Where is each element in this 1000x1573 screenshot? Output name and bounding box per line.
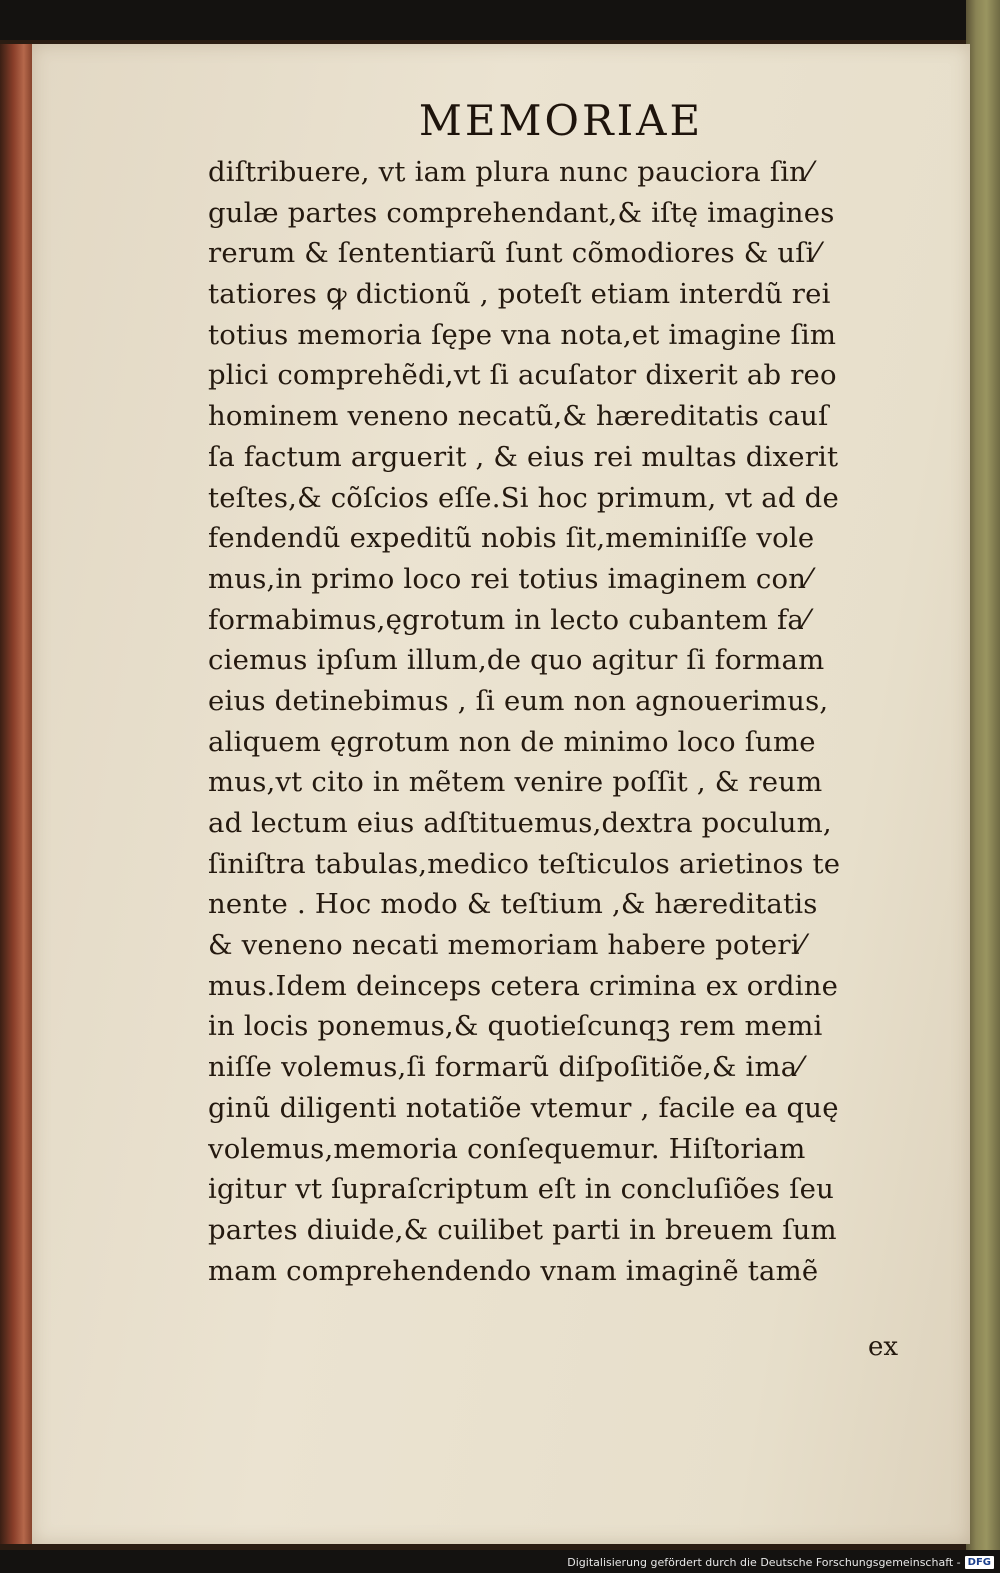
text-line: igitur vt ſupraſcriptum eſt in concluſiões ſeu bbox=[208, 1173, 835, 1206]
catchword: ex bbox=[868, 1332, 899, 1362]
text-line: mus,vt cito in mẽtem venire poſſit , & reum bbox=[208, 766, 823, 799]
text-line: ciemus ipſum illum,de quo agitur ſi formam bbox=[208, 644, 825, 677]
left-binding-edge bbox=[0, 44, 34, 1544]
credit-text: Digitalisierung gefördert durch die Deutsche Forschungsgemeinschaft - bbox=[567, 1556, 961, 1569]
text-line: ginũ diligenti notatiõe vtemur , facile ea quę bbox=[208, 1091, 839, 1124]
book-page bbox=[32, 44, 970, 1544]
text-line: formabimus,ęgrotum in lecto cubantem fa⁄ bbox=[208, 603, 809, 636]
running-head: MEMORIAE bbox=[418, 96, 704, 145]
text-line: nente . Hoc modo & teſtium ,& hæreditatis bbox=[208, 888, 818, 921]
text-line: mus.Idem deinceps cetera crimina ex ordine bbox=[208, 969, 839, 1002]
right-page-stack-edge bbox=[966, 0, 1000, 1550]
text-line: gulæ partes comprehendant,& iſtę imagines bbox=[208, 196, 835, 229]
text-line: ſiniſtra tabulas,medico teſticulos arietinos te bbox=[208, 847, 841, 880]
text-line: plici comprehẽdi,vt ſi acuſator dixerit ab reo bbox=[208, 359, 837, 392]
text-line: diſtribuere, vt iam plura nunc pauciora ſin⁄ bbox=[208, 156, 812, 188]
text-line: ſa factum arguerit , & eius rei multas dixerit bbox=[208, 440, 839, 473]
text-line: hominem veneno necatũ,& hæreditatis cauſ bbox=[208, 400, 829, 433]
text-line: mam comprehendendo vnam imaginẽ tamẽ bbox=[208, 1254, 819, 1287]
text-line: rerum & ſententiarũ ſunt cõmodiores & uſi⁄ bbox=[208, 237, 820, 270]
text-line: fendendũ expeditũ nobis ſit,meminiſſe vole bbox=[208, 522, 815, 555]
text-line: eius detinebimus , ſi eum non agnouerimus, bbox=[208, 684, 829, 717]
text-line: niſſe volemus,ſi formarũ diſpoſitiõe,& ima⁄ bbox=[208, 1051, 803, 1084]
text-line: volemus,memoria conſequemur. Hiſtoriam bbox=[208, 1132, 806, 1165]
text-line: aliquem ęgrotum non de minimo loco ſume bbox=[208, 725, 816, 758]
text-line: in locis ponemus,& quotieſcunqꝫ rem memi bbox=[208, 1010, 823, 1043]
text-line: ad lectum eius adſtituemus,dextra poculum, bbox=[208, 807, 832, 839]
text-line: & veneno necati memoriam habere poteri⁄ bbox=[208, 929, 805, 962]
dfg-logo: DFG bbox=[965, 1556, 994, 1569]
digitization-credit bbox=[567, 1556, 994, 1569]
body-text bbox=[208, 152, 908, 1291]
text-line: partes diuide,& cuilibet parti in breuem ſum bbox=[208, 1213, 837, 1246]
text-line: totius memoria ſępe vna nota,et imagine ſim bbox=[208, 318, 837, 351]
text-line: teſtes,& cõſcios eſſe.Si hoc primum, vt ad de bbox=[208, 481, 839, 514]
text-line: mus,in primo loco rei totius imaginem con⁄ bbox=[208, 562, 811, 595]
text-line: tatiores ꝙ dictionũ , poteſt etiam interdũ rei bbox=[208, 278, 831, 311]
